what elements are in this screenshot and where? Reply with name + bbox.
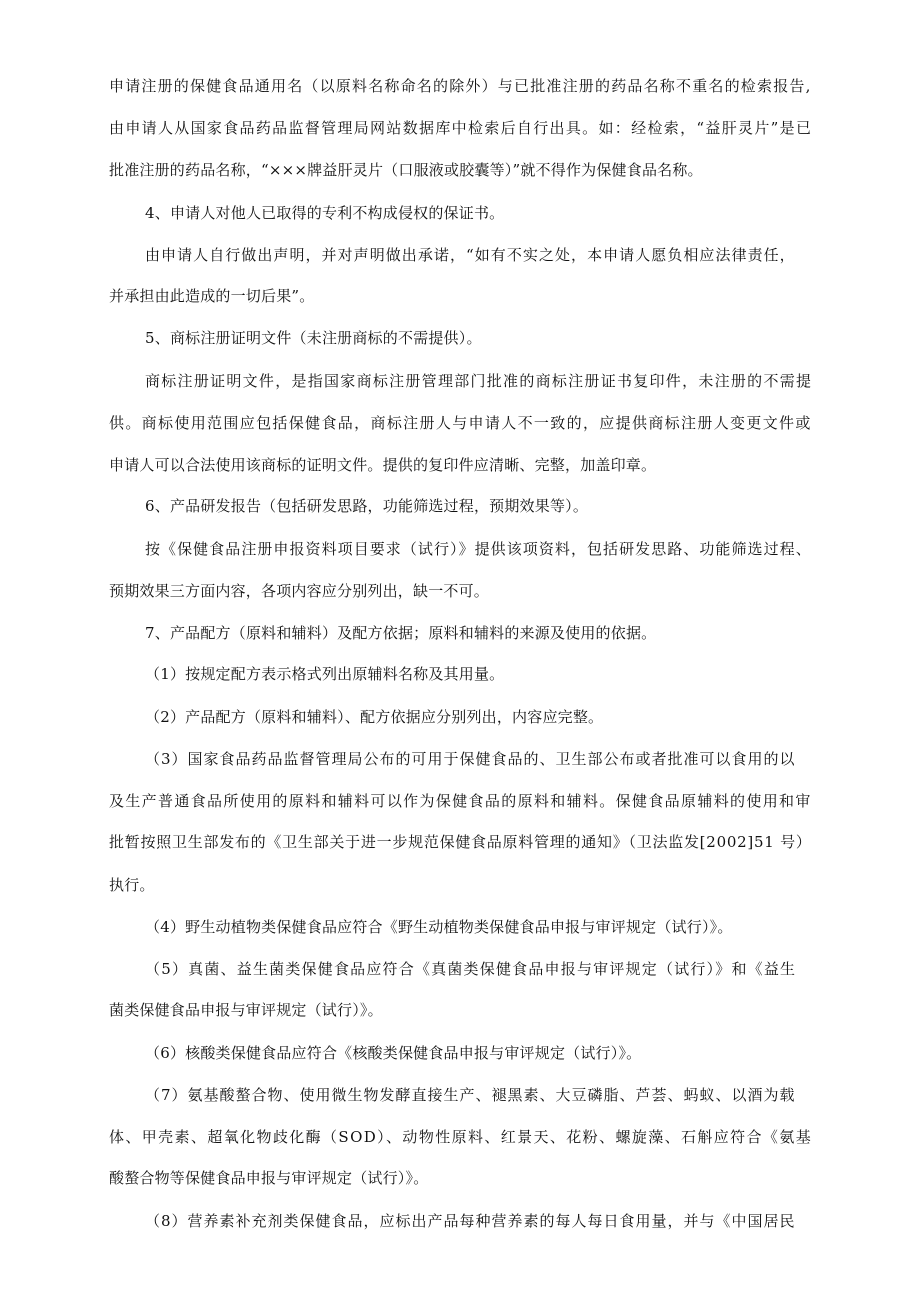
text-line: （8）营养素补充剂类保健食品，应标出产品每种营养素的每人每日食用量，并与《中国居民 <box>145 1212 796 1230</box>
text-line: 及生产普通食品所使用的原料和辅料可以作为保健食品的原料和辅料。保健食品原辅料的使用和审 <box>109 792 812 810</box>
text-line: 由申请人从国家食品药品监督管理局网站数据库中检索后自行出具。如：经检索，“益肝灵片”是已 <box>109 119 813 137</box>
text-line: 由申请人自行做出声明，并对声明做出承诺，“如有不实之处，本申请人愿负相应法律责任， <box>145 246 796 264</box>
text-line: 供。商标使用范围应包括保健食品，商标注册人与申请人不一致的，应提供商标注册人变更文件或 <box>109 414 812 432</box>
text-line: 并承担由此造成的一切后果”。 <box>109 287 315 305</box>
text-line: 按《保健食品注册申报资料项目要求（试行）》提供该项资料，包括研发思路、功能筛选过程、 <box>145 540 812 558</box>
text-line: 商标注册证明文件，是指国家商标注册管理部门批准的商标注册证书复印件，未注册的不需提 <box>145 372 813 390</box>
text-line: 申请注册的保健食品通用名（以原料名称命名的除外）与已批准注册的药品名称不重名的检索报告, <box>109 77 812 95</box>
text-line: 酸螯合物等保健食品申报与审评规定（试行）》。 <box>109 1169 429 1187</box>
text-line: （2）产品配方（原料和辅料）、配方依据应分别列出，内容应完整。 <box>145 708 604 726</box>
text-line: （3）国家食品药品监督管理局公布的可用于保健食品的、卫生部公布或者批准可以食用的以 <box>145 750 796 768</box>
text-line: 体、甲壳素、超氧化物歧化酶（SOD）、动物性原料、红景天、花粉、螺旋藻、石斛应符合《氨基 <box>109 1128 813 1146</box>
text-line: （4）野生动植物类保健食品应符合《野生动植物类保健食品申报与审评规定（试行）》。 <box>145 918 733 936</box>
text-line: 批准注册的药品名称，“×××牌益肝灵片（口服液或胶囊等）”就不得作为保健食品名称。 <box>109 161 703 179</box>
text-line: 菌类保健食品申报与审评规定（试行）》。 <box>109 1001 383 1019</box>
text-line: 6、产品研发报告（包括研发思路，功能筛选过程，预期效果等）。 <box>145 497 589 515</box>
text-line: 4、申请人对他人已取得的专利不构成侵权的保证书。 <box>145 204 505 222</box>
text-line: 预期效果三方面内容，各项内容应分别列出，缺一不可。 <box>109 582 490 600</box>
text-line: 执行。 <box>109 876 155 894</box>
text-line: 批暂按照卫生部发布的《卫生部关于进一步规范保健食品原料管理的通知》（卫法监发[2002]51 号） <box>109 833 812 851</box>
text-line: （6）核酸类保健食品应符合《核酸类保健食品申报与审评规定（试行）》。 <box>145 1044 642 1062</box>
text-line: （1）按规定配方表示格式列出原辅料名称及其用量。 <box>145 665 505 683</box>
text-line: 申请人可以合法使用该商标的证明文件。提供的复印件应清晰、完整，加盖印章。 <box>109 456 657 474</box>
text-line: 7、产品配方（原料和辅料）及配方依据；原料和辅料的来源及使用的依据。 <box>145 624 657 642</box>
text-line: （5）真菌、益生菌类保健食品应符合《真菌类保健食品申报与审评规定（试行）》和《益生 <box>145 960 797 978</box>
text-line: 5、商标注册证明文件（未注册商标的不需提供）。 <box>145 329 482 347</box>
text-line: （7）氨基酸螯合物、使用微生物发酵直接生产、褪黑素、大豆磷脂、芦荟、蚂蚁、以酒为载 <box>145 1086 796 1104</box>
